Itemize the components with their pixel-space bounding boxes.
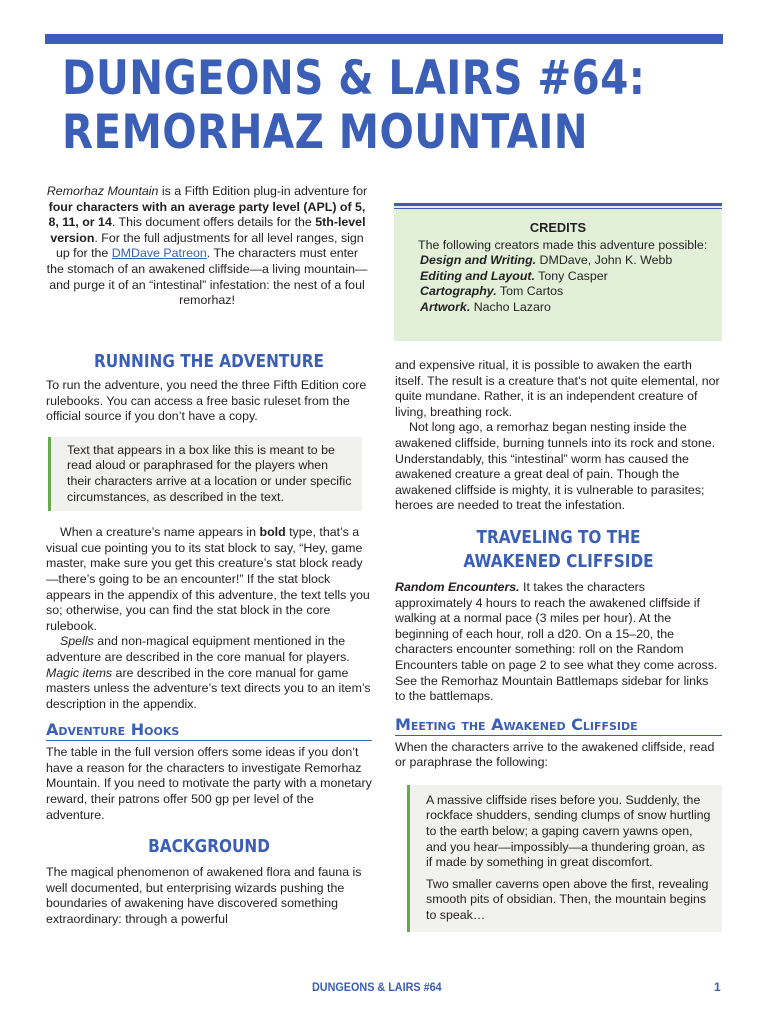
intro-level-version: 5th-level version	[50, 215, 366, 245]
intro-paragraph	[46, 184, 368, 309]
credit-role: Design and Writing.	[420, 253, 537, 268]
read-aloud-box-example: Text that appears in a box like this is meant to be read aloud or paraphrased for the players when their characters arrive at a location or under specific circumstances, as described in the text.	[48, 437, 362, 511]
intro-text: . The characters must enter the stomach of an awakened cliffside—a living mountain—and purge it of an “intestinal” infestation: the nest of a foul remorhaz!	[46, 246, 368, 308]
meeting-paragraph: When the characters arrive to the awakened cliffside, read or paraphrase the following:	[395, 739, 715, 770]
credit-row	[394, 300, 722, 316]
intro-adventure-name: Remorhaz Mountain	[46, 184, 159, 198]
intro-text: . This document offers details for the	[111, 215, 316, 230]
random-encounters-paragraph	[395, 580, 722, 705]
footer-title: DUNGEONS & LAIRS #64	[312, 980, 442, 994]
creature-name-paragraph	[46, 525, 372, 634]
intro-text: is a Fifth Edition plug-in adventure for	[158, 184, 368, 198]
intro-party-level: four characters with an average party level (APL) of 5, 8, 11, or 14	[48, 199, 366, 230]
credit-role: Editing and Layout.	[420, 268, 535, 283]
meeting-heading: Meeting the Awakened Cliffside	[395, 715, 722, 736]
body-text: It takes the characters approximately 4 hours to reach the awakened cliffside if walking at a normal pace (3 miles per hour). At the beginning of each hour, roll a d20. On a 15–20, the characters encounter something: roll on the Random Encounters table on page 2 to see what they come across. See the Remorhaz Mountain Battlemaps sidebar for links to the battlemaps.	[395, 579, 718, 704]
hooks-paragraph: The table in the full version offers some ideas if you don’t have a reason for the characters to investigate Remorhaz Mountain. If you need to motivate the party with a monetary reward, their patrons offer 500 gp per level of the adventure.	[46, 745, 372, 822]
random-encounters-label: Random Encounters.	[395, 579, 520, 594]
body-text: When a creature’s name appears in	[60, 525, 260, 540]
body-text: and non-magical equipment mentioned in the adventure are described in the core manual for players.	[46, 634, 350, 664]
background-paragraph-1: The magical phenomenon of awakened flora and fauna is well documented, but enterprising wizards pushing the boundaries of awakening have discovered something extraordinary: through a powerful	[46, 865, 362, 927]
read-aloud-text-1: A massive cliffside rises before you. Suddenly, the rockface shudders, sending clumps of snow hurtling to the earth below; a gaping cavern yawns open, and you hear—impossibly—a thundering groan, as if made by something in great discomfort.	[426, 792, 711, 870]
page-title	[62, 52, 647, 160]
spells-term: Spells	[60, 634, 94, 649]
background-paragraph-1-continued: and expensive ritual, it is possible to awaken the earth itself. The result is a creature that’s not quite elemental, nor quite mundane. Rather, it is an independent creature of living, breathing rock.	[395, 358, 720, 419]
page-number: 1	[714, 980, 721, 994]
credit-names: Tom Cartos	[496, 284, 564, 299]
body-text: are described in the core manual for game masters unless the adventure’s text directs you to an item’s description in the appendix.	[46, 665, 371, 711]
left-column	[46, 350, 372, 928]
traveling-heading-line-2: AWAKENED CLIFFSIDE	[463, 550, 654, 572]
credit-row	[394, 284, 722, 300]
top-rule	[45, 34, 723, 44]
read-aloud-text-2: Two smaller caverns open above the first, revealing smooth pits of obsidian. Then, the mountain begins to speak…	[426, 876, 709, 923]
title-line-1: DUNGEONS & LAIRS #64:	[62, 51, 646, 106]
intro-text: . For the full adjustments for all level ranges, sign up for the	[55, 230, 364, 261]
adventure-hooks-heading: Adventure Hooks	[46, 720, 372, 741]
traveling-heading	[420, 526, 698, 574]
body-text: type, that’s a visual cue pointing you to its stat block to say, “Hey, game master, make sure you get this creature’s stat block ready—there’s going to be an encounter!” If the stat block appears in the appendix of this adventure, the text tells you so; otherwise, you can find the stat block in the core rulebook.	[46, 525, 370, 633]
credit-row	[394, 253, 722, 269]
credit-names: Tony Casper	[534, 268, 608, 283]
running-paragraph: To run the adventure, you need the three Fifth Edition core rulebooks. You can access a free basic ruleset from the official source if you don’t have a copy.	[46, 378, 367, 424]
credit-role: Cartography.	[420, 284, 497, 299]
credit-names: Nacho Lazaro	[470, 299, 551, 314]
credits-box	[394, 203, 722, 341]
credit-role: Artwork.	[420, 299, 471, 314]
right-column	[395, 358, 722, 932]
credit-row	[394, 269, 722, 285]
credits-intro: The following creators made this adventure possible:	[418, 237, 708, 252]
credits-heading: CREDITS	[529, 220, 587, 235]
read-aloud-box-cliffside	[407, 785, 722, 932]
background-paragraph-2: Not long ago, a remorhaz began nesting inside the awakened cliffside, burning tunnels into its rock and stone. Understandably, this “intestinal” worm has caused the awakened creature a great deal of pain. Though the awakened cliffside is mighty, it is vulnerable to parasites; heroes are needed to treat the infestation.	[395, 420, 716, 513]
title-line-2: REMORHAZ MOUNTAIN	[62, 105, 589, 160]
running-heading: RUNNING THE ADVENTURE	[94, 351, 324, 372]
bold-word: bold	[259, 525, 286, 540]
credit-names: DMDave, John K. Webb	[536, 253, 673, 268]
magic-items-term: Magic items	[46, 665, 113, 680]
traveling-heading-line-1: TRAVELING TO THE	[476, 526, 641, 548]
background-heading: BACKGROUND	[148, 836, 270, 858]
patreon-link[interactable]: DMDave Patreon	[111, 246, 207, 261]
spells-paragraph	[46, 634, 372, 712]
